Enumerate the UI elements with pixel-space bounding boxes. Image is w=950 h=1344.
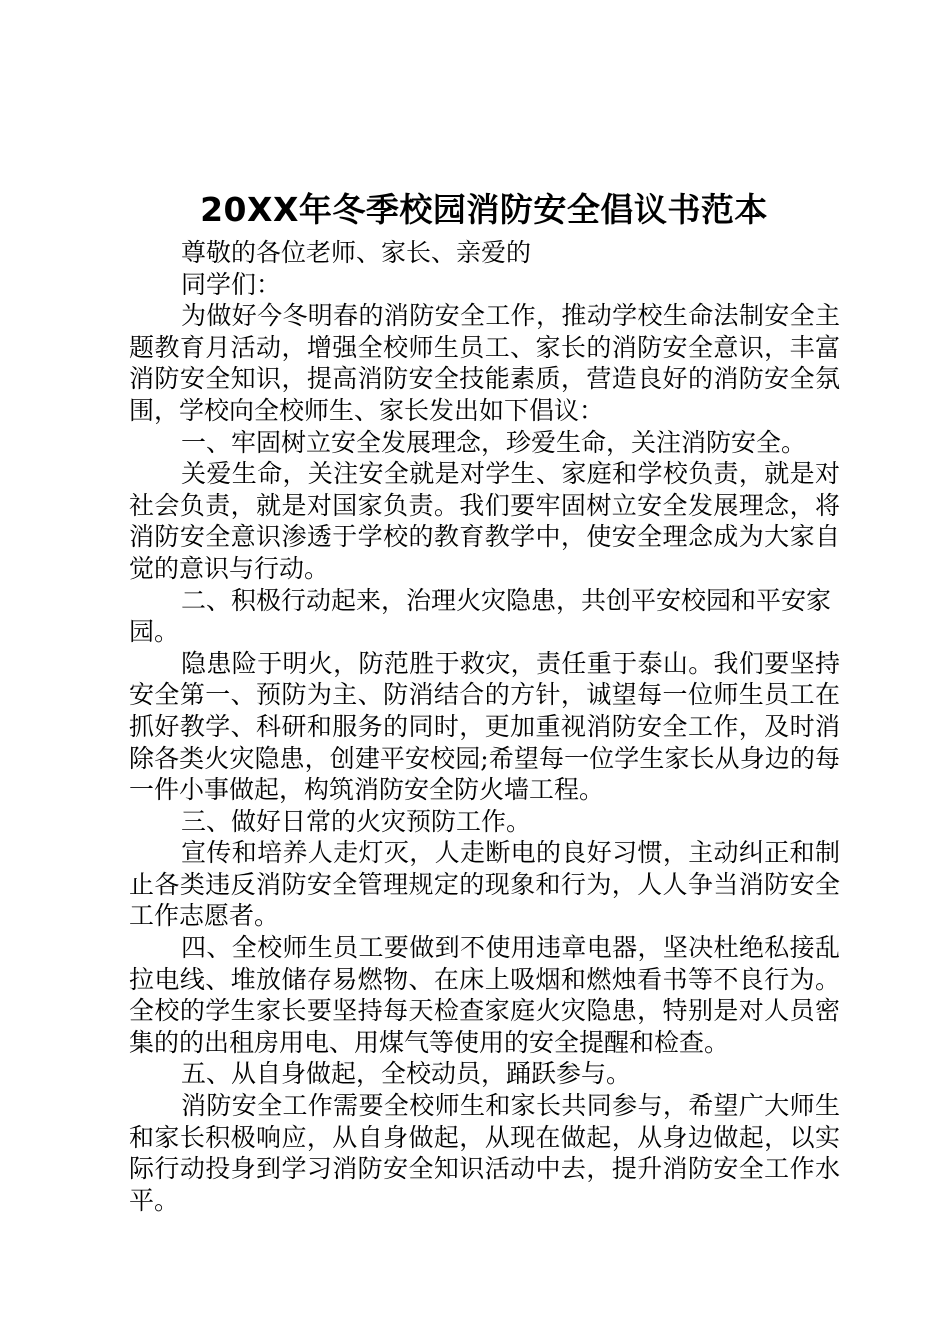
section-body-3: 宣传和培养人走灯灭，人走断电的良好习惯，主动纠正和制止各类违反消防安全管理规定的现象和行为，人人争当消防安全工作志愿者。 bbox=[129, 838, 840, 931]
section-4: 四、全校师生员工要做到不使用违章电器，坚决杜绝私接乱拉电线、堆放储存易燃物、在床上吸烟和燃烛看书等不良行为。全校的学生家长要坚持每天检查家庭火灾隐患，特别是对人员密集的的出租房用电、用煤气等使用的安全提醒和检查。 bbox=[129, 933, 840, 1057]
section-heading-3: 三、做好日常的火灾预防工作。 bbox=[181, 806, 532, 836]
section-heading-5: 五、从自身做起，全校动员，踊跃参与。 bbox=[181, 1059, 632, 1089]
salutation-line-2: 同学们： bbox=[181, 269, 282, 299]
section-body-2: 隐患险于明火，防范胜于救灾，责任重于泰山。我们要坚持安全第一、预防为主、防消结合的方针，诚望每一位师生员工在抓好教学、科研和服务的同时，更加重视消防安全工作，及时消除各类火灾隐患，创建平安校园;希望每一位学生家长从身边的每一件小事做起，构筑消防安全防火墙工程。 bbox=[129, 648, 840, 805]
document-body bbox=[129, 188, 840, 1216]
section-body-1: 关爱生命，关注安全就是对学生、家庭和学校负责，就是对社会负责，就是对国家负责。我们要牢固树立安全发展理念，将消防安全意识渗透于学校的教育教学中，使安全理念成为大家自觉的意识与行动。 bbox=[129, 459, 840, 583]
section-heading-2: 二、积极行动起来，治理火灾隐患，共创平安校园和平安家园。 bbox=[129, 585, 832, 647]
salutation-line-1: 尊敬的各位老师、家长、亲爱的 bbox=[181, 238, 532, 267]
document-title: 20XX年冬季校园消防安全倡议书范本 bbox=[200, 190, 768, 229]
intro-paragraph: 为做好今冬明春的消防安全工作，推动学校生命法制安全主题教育月活动，增强全校师生员工、家长的消防安全意识，丰富消防安全知识，提高消防安全技能素质，营造良好的消防安全氛围，学校向全校师生、家长发出如下倡议： bbox=[129, 301, 840, 425]
closing-paragraph: 消防安全工作需要全校师生和家长共同参与，希望广大师生和家长积极响应，从自身做起，从现在做起，从身边做起，以实际行动投身到学习消防安全知识活动中去，提升消防安全工作水平。 bbox=[129, 1091, 840, 1215]
section-heading-1: 一、牢固树立安全发展理念，珍爱生命，关注消防安全。 bbox=[181, 427, 807, 457]
